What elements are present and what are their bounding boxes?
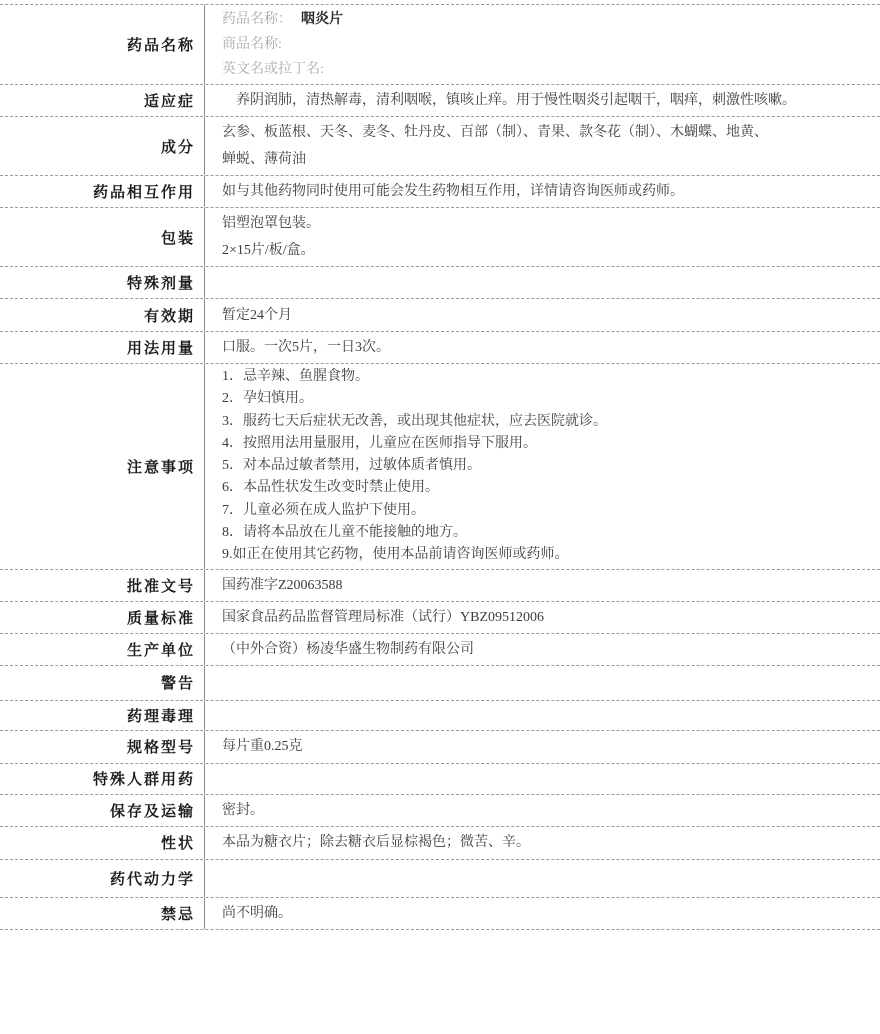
field-key: 药品名称： <box>222 12 292 27</box>
table-row <box>0 827 880 860</box>
table-row <box>0 795 880 827</box>
table-row <box>0 176 880 208</box>
content-line: 国家食品药品监督管理局标准（试行）YBZ09512006 <box>222 609 544 625</box>
table-row <box>0 731 880 764</box>
content-line: （中外合资）杨凌华盛生物制药有限公司 <box>222 641 474 657</box>
row-content <box>205 634 880 665</box>
row-content <box>205 898 880 929</box>
content-line: 玄参、板蓝根、天冬、麦冬、牡丹皮、百部（制）、青果、款冬花（制）、木蝴蝶、地黄、 <box>222 125 768 140</box>
row-label: 注意事项 <box>0 364 205 569</box>
table-row <box>0 5 880 85</box>
row-content <box>205 299 880 331</box>
row-content <box>205 364 880 569</box>
row-content <box>205 731 880 763</box>
table-row <box>0 701 880 731</box>
row-content <box>205 208 880 266</box>
row-content <box>205 860 880 897</box>
row-label: 质量标准 <box>0 602 205 633</box>
content-line: 4．按照用法用量服用，儿童应在医师指导下服用。 <box>222 435 537 451</box>
row-content <box>205 795 880 826</box>
row-content <box>205 602 880 633</box>
content-line: 5．对本品过敏者禁用，过敏体质者慎用。 <box>222 458 481 474</box>
row-content <box>205 701 880 730</box>
row-content <box>205 666 880 700</box>
table-row <box>0 860 880 898</box>
field-line <box>222 32 868 57</box>
table-row <box>0 208 880 267</box>
content-line: 1．忌辛辣、鱼腥食物。 <box>222 369 369 384</box>
row-content <box>205 117 880 175</box>
row-label: 药代动力学 <box>0 860 205 897</box>
content-line: 尚不明确。 <box>222 905 292 921</box>
field-key: 商品名称: <box>222 37 282 52</box>
table-row <box>0 332 880 364</box>
table-row <box>0 267 880 299</box>
content-line: 如与其他药物同时使用可能会发生药物相互作用，详情请咨询医师或药师。 <box>222 184 684 199</box>
table-row <box>0 634 880 666</box>
row-label: 禁忌 <box>0 898 205 929</box>
row-label: 保存及运输 <box>0 795 205 826</box>
row-label: 药品相互作用 <box>0 176 205 207</box>
field-key: 英文名或拉丁名: <box>222 62 324 77</box>
row-label: 警告 <box>0 666 205 700</box>
row-label: 特殊剂量 <box>0 267 205 298</box>
content-line: 9.如正在使用其它药物，使用本品前请咨询医师或药师。 <box>222 547 569 563</box>
row-label: 用法用量 <box>0 332 205 363</box>
row-label: 药品名称 <box>0 5 205 84</box>
content-line: 每片重0.25克 <box>222 739 303 755</box>
content-line: 本品为糖衣片；除去糖衣后显棕褐色；微苦、辛。 <box>222 835 530 851</box>
table-row <box>0 570 880 602</box>
table-row <box>0 85 880 117</box>
row-label: 包装 <box>0 208 205 266</box>
content-line: 暂定24个月 <box>222 307 292 323</box>
row-label: 性状 <box>0 827 205 859</box>
table-row <box>0 764 880 795</box>
content-line: 铝塑泡罩包装。 <box>222 216 320 231</box>
drug-info-table <box>0 4 880 930</box>
content-line: 国药准字Z20063588 <box>222 577 343 593</box>
table-row <box>0 898 880 930</box>
content-line: 密封。 <box>222 802 264 818</box>
content-line: 2×15片/板/盒。 <box>222 243 315 258</box>
row-label: 成分 <box>0 117 205 175</box>
row-content <box>205 764 880 794</box>
table-row <box>0 364 880 570</box>
row-content <box>205 827 880 859</box>
row-label: 生产单位 <box>0 634 205 665</box>
row-label: 特殊人群用药 <box>0 764 205 794</box>
field-line <box>222 57 868 82</box>
field-value: 咽炎片 <box>301 12 343 27</box>
content-line: 蝉蜕、薄荷油 <box>222 152 306 167</box>
row-label: 批准文号 <box>0 570 205 601</box>
row-label: 有效期 <box>0 299 205 331</box>
content-line: 口服。一次5片，一日3次。 <box>222 340 390 355</box>
content-line: 8．请将本品放在儿童不能接触的地方。 <box>222 525 467 541</box>
row-content <box>205 85 880 116</box>
field-line <box>222 7 868 32</box>
row-content <box>205 5 880 84</box>
row-content <box>205 570 880 601</box>
row-label: 规格型号 <box>0 731 205 763</box>
content-line: 3．服药七天后症状无改善，或出现其他症状，应去医院就诊。 <box>222 413 607 429</box>
row-label: 药理毒理 <box>0 701 205 730</box>
row-label: 适应症 <box>0 85 205 116</box>
row-content <box>205 267 880 298</box>
table-row <box>0 666 880 701</box>
content-line: 6．本品性状发生改变时禁止使用。 <box>222 480 439 496</box>
table-row <box>0 117 880 176</box>
row-content <box>205 176 880 207</box>
row-content <box>205 332 880 363</box>
table-row <box>0 299 880 332</box>
content-line: 7．儿童必须在成人监护下使用。 <box>222 502 425 518</box>
content-line: 2．孕妇慎用。 <box>222 391 313 407</box>
content-line: 养阴润肺，清热解毒，清利咽喉，镇咳止痒。用于慢性咽炎引起咽干，咽痒，刺激性咳嗽。 <box>222 93 796 108</box>
table-row <box>0 602 880 634</box>
